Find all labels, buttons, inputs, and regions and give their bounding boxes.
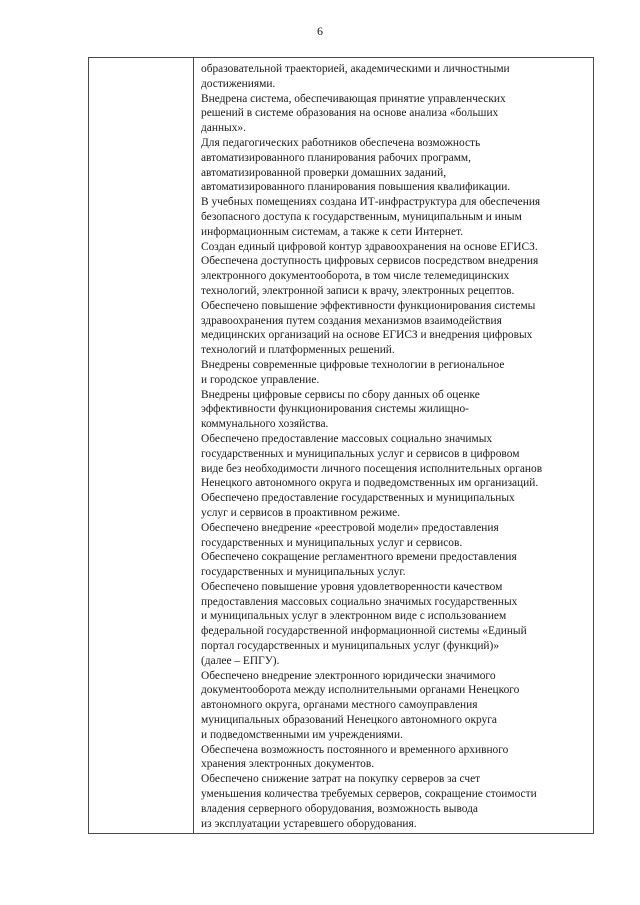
paragraph: Внедрена система, обеспечивающая принятие управленческих решений в системе образования на основе анализа «больших данных». bbox=[201, 92, 506, 135]
paragraph: Обеспечена доступность цифровых сервисов посредством внедрения электронного документооборота, в том числе телемедицинских технологий, электронной записи к врачу, электронных рецептов. bbox=[201, 255, 539, 297]
paragraph: Обеспечено предоставление массовых социально значимых государственных и муниципальных услуг и сервисов в цифровом виде без необходимости личного посещения исполнительных органов Ненецкого автономного округа и подведомственных им организаций. bbox=[201, 432, 543, 490]
paragraph: Обеспечено повышение эффективности функционирования системы здравоохранения путем создания механизмов взаимодействия медицинских организаций на основе ЕГИСЗ и внедрения цифровых технологий и платформенных решений. bbox=[201, 299, 536, 357]
paragraph: В учебных помещениях создана ИТ-инфраструктура для обеспечения безопасного доступа к государственным, муниципальным и иным информационным системам, а также к сети Интернет. bbox=[201, 196, 541, 238]
paragraph: образовательной траекторией, академическими и личностными достижениями. bbox=[201, 63, 510, 90]
table-cell-empty bbox=[89, 58, 194, 834]
paragraph: Обеспечено внедрение электронного юридически значимого документооборота между исполнительными органами Ненецкого автономного округа, органами местного самоуправления муниципальных образований Ненецкого автономного округа и подведомственными им учреждениями. bbox=[201, 669, 520, 741]
paragraph: Обеспечено снижение затрат на покупку серверов за счет уменьшения количества требуемых серверов, сокращение стоимости владения серверного оборудования, возможность вывода из эксплуатации устаревшего оборудования. bbox=[201, 773, 537, 830]
paragraph: Для педагогических работников обеспечена возможность автоматизированного планирования рабочих программ, автоматизированной проверки домашних заданий, автоматизированного планирования повышения квалификации. bbox=[201, 136, 511, 194]
table-cell-text bbox=[194, 58, 594, 834]
paragraph: Обеспечена возможность постоянного и временного архивного хранения электронных документов. bbox=[201, 743, 509, 771]
table-row bbox=[89, 58, 594, 834]
paragraph: Обеспечено внедрение «реестровой модели» предоставления государственных и муниципальных услуг и сервисов. bbox=[201, 521, 499, 549]
content-table bbox=[88, 57, 594, 834]
page-number: 6 bbox=[317, 24, 323, 38]
paragraph: Обеспечено сокращение регламентного времени предоставления государственных и муниципальных услуг. bbox=[201, 551, 517, 579]
paragraph: Создан единый цифровой контур здравоохранения на основе ЕГИСЗ. bbox=[201, 240, 538, 253]
paragraph: Внедрены цифровые сервисы по сбору данных об оценке эффективности функционирования системы жилищно- коммунального хозяйства. bbox=[201, 388, 480, 431]
paragraph: Внедрены современные цифровые технологии в региональное и городское управление. bbox=[201, 358, 505, 386]
paragraph: Обеспечено предоставление государственных и муниципальных услуг и сервисов в проактивном режиме. bbox=[201, 492, 515, 519]
paragraph: Обеспечено повышение уровня удовлетворенности качеством предоставления массовых социально значимых государственных и муниципальных услуг в электронном виде с использованием федеральной государственной информационной системы «Единый портал государственных и муниципальных услуг (функций)» (далее – ЕПГУ). bbox=[201, 580, 527, 667]
